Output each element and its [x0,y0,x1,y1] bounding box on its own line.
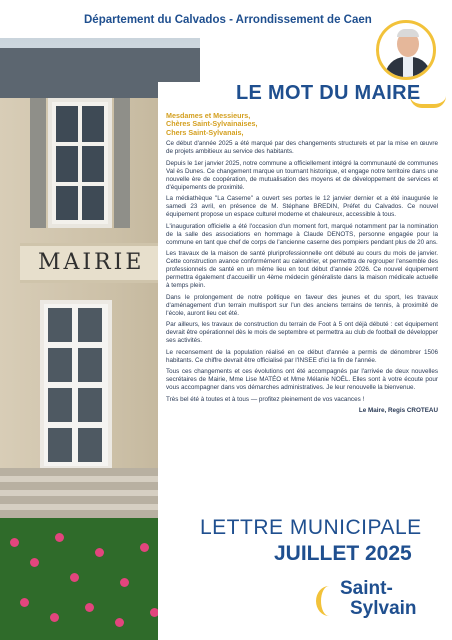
mairie-sign: MAIRIE [38,250,145,275]
editorial-title: LE MOT DU MAIRE [236,82,421,104]
entrance-door [40,300,112,470]
department-line: Département du Calvados - Arrondissement de Caen [84,14,372,26]
signature: Le Maire, Regis CROTEAU [358,406,438,414]
paragraph: Dans le prolongement de notre politique en faveur des jeunes et du sport, les travaux d'aménagement d'un terrain multisport sur l'un des anciens terrains de tennis, à proximité de l'école, auront lieu cet été. [166,293,438,317]
logo-arc-icon [316,586,342,616]
paragraph: Le recensement de la population réalisé en ce début d'année a permis de dénombrer 1506 habitants. Ce chiffre devrait être officialisé par l'INSEE d'ici la fin de l'année. [166,348,438,364]
paragraph: Tous ces changements et ces évolutions ont été accompagnés par l'arrivée de deux nouvelles secrétaires de Mairie, Mme Lise MATÉO et Mme Mélanie NOËL. Elles sont à votre écoute pour vous accompagner dans vos démarches administratives. Je leur renouvelle la bienvenue. [166,368,438,392]
paragraph: La médiathèque "La Caserne" a ouvert ses portes le 12 janvier dernier et a été inaugurée le samedi 23 avril, en présence de M. Stéphane BREDIN, Préfet du Calvados. Ce nouvel équipement propose un espace culturel moderne et chaleureux, accessible à tous. [166,195,438,219]
publication-title: LETTRE MUNICIPALE [200,516,422,539]
greeting: Mesdames et Messieurs, Chères Saint-Sylvainaises, Chers Saint-Sylvanais, [166,111,258,137]
paragraph: Par ailleurs, les travaux de construction du terrain de Foot à 5 ont déjà débuté : cet équipement devrait être opérationnel dès le mois de septembre et permettra au club de football de développer ses activités. [166,321,438,345]
upper-window [48,98,112,228]
paragraph: Très bel été à toutes et à tous — profitez pleinement de vos vacances ! [166,395,365,403]
logo-text-top: Saint- [340,578,393,599]
paragraph: Depuis le 1er janvier 2025, notre commune a officiellement intégré la communauté de communes Val ès Dunes. Ce changement marque un tournant historique, et engage notre territoire dans une nouvelle ère de coopération, de mutualisation des moyens et de développement de services et d'équipements de proximité. [166,159,438,191]
paragraph: L'inauguration officielle a été l'occasion d'un moment fort, marqué notamment par la nomination de la salle des associations en hommage à Claude DENOTS, personne engagée pour la commune en tant que chef de corps de l'ancienne caserne des pompiers pendant plus de 20 ans. [166,222,438,246]
publication-date: JUILLET 2025 [274,542,412,565]
logo-text-bottom: Sylvain [350,598,417,619]
paragraph: Les travaux de la maison de santé pluriprofessionnelle ont débuté au cours du mois de janvier. Cette construction avance conformément au calendrier, et permettra de regrouper l'ensemble des professionnels de santé en un même lieu en tout début d'année 2026. Ce nouvel équipement permettra également d'accueillir un 4ème médecin généraliste dans la maison médicale actuelle à temps plein. [166,250,438,290]
editorial-text [166,112,438,415]
mayor-portrait [376,20,436,80]
paragraph: Ce début d'année 2025 a été marqué par des changements structurels et par la mise en œuvre de projets ambitieux au service des habitants. [166,140,438,156]
